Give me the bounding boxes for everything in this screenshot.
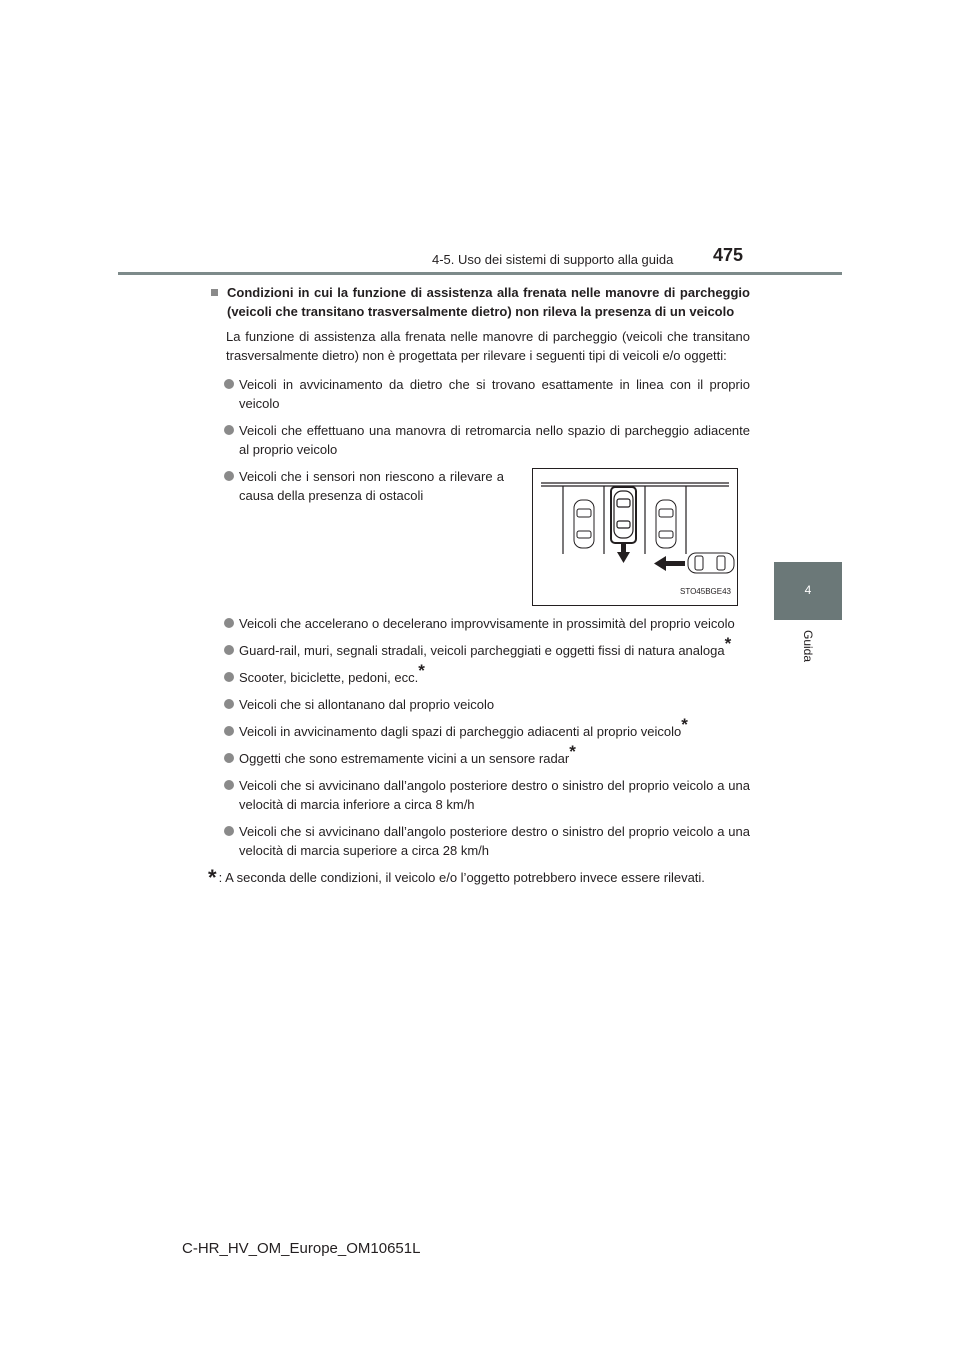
list-item	[224, 421, 750, 459]
footnote-text: : A seconda delle condizioni, il veicolo e/o l’oggetto potrebbero invece essere rilevati.	[218, 870, 705, 885]
circle-bullet-icon	[224, 780, 234, 790]
list-item-text: Oggetti che sono estremamente vicini a un sensore radar*	[239, 742, 576, 766]
list-item-text: Guard-rail, muri, segnali stradali, veicoli parcheggiati e oggetti fissi di natura analoga*	[239, 634, 732, 658]
asterisk-mark: *	[724, 634, 732, 653]
asterisk-mark: *	[418, 661, 425, 680]
list-item	[224, 467, 504, 598]
crossing-car-icon	[688, 553, 734, 573]
page-number: 475	[713, 245, 744, 265]
circle-bullet-icon	[224, 425, 234, 435]
list-item-text: Veicoli che accelerano o decelerano improvvisamente in prossimità del proprio veicolo	[239, 616, 735, 631]
figure-code: STO45BGE43	[680, 587, 731, 596]
main-content	[208, 283, 750, 890]
parking-illustration	[532, 468, 738, 606]
list-item-text: Veicoli in avvicinamento da dietro che si trovano esattamente in linea con il proprio veicolo	[239, 377, 750, 411]
list-item	[224, 375, 750, 413]
circle-bullet-icon	[224, 726, 234, 736]
list-item	[224, 695, 750, 714]
parked-car-right-icon	[656, 500, 676, 548]
arrow-down-icon	[617, 543, 630, 563]
list-item	[224, 715, 750, 741]
square-bullet-icon	[211, 289, 218, 296]
header-divider	[118, 272, 842, 275]
list-item	[224, 822, 750, 860]
header-section-title: 4-5. Uso dei sistemi di supporto alla guida	[432, 252, 674, 267]
chapter-tab-number: 4	[804, 583, 812, 597]
list-item-text: Veicoli che si allontanano dal proprio veicolo	[239, 697, 495, 712]
circle-bullet-icon	[224, 826, 234, 836]
document-code-footer: C-HR_HV_OM_Europe_OM10651L	[182, 1240, 421, 1257]
figure-row	[208, 467, 750, 606]
intro-paragraph: La funzione di assistenza alla frenata nelle manovre di parcheggio (veicoli che transitano trasversalmente dietro) non è progettata per rilevare i seguenti tipi di veicoli e/o oggetti:	[226, 329, 750, 363]
chapter-tab-label: Guida	[801, 630, 815, 663]
circle-bullet-icon	[224, 672, 234, 682]
own-car-icon	[611, 487, 636, 543]
circle-bullet-icon	[224, 618, 234, 628]
arrow-left-icon	[654, 556, 685, 571]
list-item-text: Veicoli in avvicinamento dagli spazi di parcheggio adiacenti al proprio veicolo*	[239, 715, 688, 739]
circle-bullet-icon	[224, 699, 234, 709]
footnote-asterisk: *	[208, 865, 217, 890]
circle-bullet-icon	[224, 471, 234, 481]
section-heading	[208, 283, 750, 321]
asterisk-mark: *	[569, 742, 576, 761]
list-item	[224, 776, 750, 814]
list-item	[224, 661, 750, 687]
asterisk-mark: *	[681, 715, 688, 734]
section-heading-text: Condizioni in cui la funzione di assistenza alla frenata nelle manovre di parcheggio (veicoli che transitano trasversalmente dietro) non rileva la presenza di un veicolo	[227, 285, 750, 319]
list-item-text: Veicoli che si avvicinano dall’angolo posteriore destro o sinistro del proprio veicolo a una velocità di marcia inferiore a circa 8 km/h	[239, 778, 750, 812]
list-item-text: Scooter, biciclette, pedoni, ecc.*	[239, 661, 425, 685]
list-item	[224, 614, 750, 633]
footnote	[208, 865, 750, 890]
circle-bullet-icon	[224, 645, 234, 655]
list-item-text: Veicoli che si avvicinano dall’angolo posteriore destro o sinistro del proprio veicolo a una velocità di marcia superiore a circa 28 km/h	[239, 824, 750, 858]
list-item	[224, 742, 750, 768]
circle-bullet-icon	[224, 753, 234, 763]
circle-bullet-icon	[224, 379, 234, 389]
list-item-text: Veicoli che effettuano una manovra di retromarcia nello spazio di parcheggio adiacente al proprio veicolo	[239, 423, 750, 457]
chapter-tab[interactable]	[774, 562, 842, 620]
list-item	[224, 634, 750, 660]
parked-car-left-icon	[574, 500, 594, 548]
list-item-text: Veicoli che i sensori non riescono a rilevare a causa della presenza di ostacoli	[239, 469, 504, 503]
